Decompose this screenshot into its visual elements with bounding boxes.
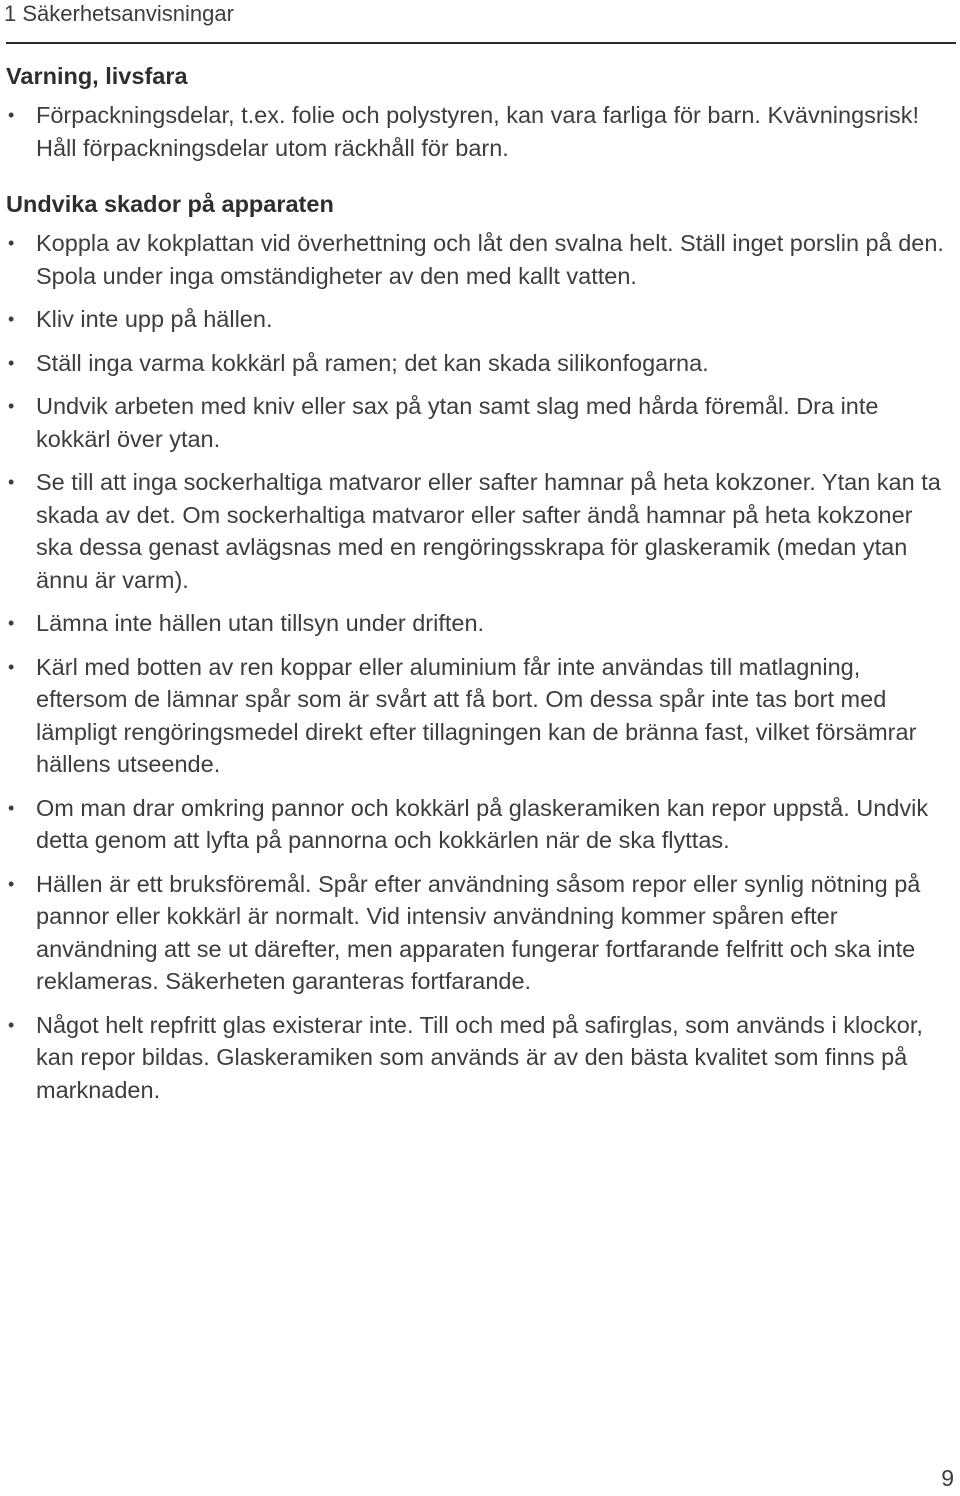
bullet-icon: •: [8, 797, 15, 818]
page-number: 9: [941, 1465, 954, 1491]
list-item: [6, 792, 954, 857]
section-heading-damage: Undvika skador på apparaten: [6, 191, 334, 217]
bullet-icon: •: [8, 309, 15, 329]
list-item-text: Kärl med botten av ren koppar eller aluminium får inte användas till matlagning, eftersom de lämnar spår som är svårt att få bort. Om dessa spår inte tas bort med lämpligt rengöringsmedel direkt efter tillagningen kan de bränna fast, vilket försämrar hällens utseende.: [36, 653, 917, 777]
list-item-text: Hällen är ett bruksföremål. Spår efter användning såsom repor eller synlig nötning på pannor eller kokkärl är normalt. Vid intensiv användning kommer spåren efter användning att se ut därefter, men apparaten fungerar fortfarande felfritt och ska inte reklameras. Säkerheten garanteras fortfarande.: [36, 870, 921, 994]
list-item-text: Lämna inte hällen utan tillsyn under driften.: [36, 610, 485, 636]
bullet-icon: •: [8, 352, 15, 373]
bullet-icon: •: [8, 105, 15, 125]
list-item: [6, 227, 954, 292]
list-item: [6, 99, 954, 164]
list-item-text: Se till att inga sockerhaltiga matvaror eller safter hamnar på heta kokzoner. Ytan kan ta skada av det. Om sockerhaltiga matvaror eller safter ändå hamnar på heta kokzoner ska dessa genast avlägsnas med en rengöringsskrapa för glaskeramik (medan ytan ännu är varm).: [36, 469, 941, 593]
list-item: [6, 1009, 954, 1107]
page-content: [6, 60, 954, 1106]
section-heading-warning: Varning, livsfara: [6, 63, 188, 89]
bullet-icon: •: [8, 233, 15, 253]
bullet-icon: •: [8, 472, 15, 492]
list-item-text: Kliv inte upp på hällen.: [36, 306, 273, 332]
damage-list: [6, 227, 954, 1106]
list-item: [6, 607, 954, 640]
list-item: [6, 347, 954, 380]
running-header: 1 Säkerhetsanvisningar: [4, 1, 234, 26]
list-item-text: Undvik arbeten med kniv eller sax på ytan samt slag med hårda föremål. Dra inte kokkärl över ytan.: [36, 393, 879, 452]
bullet-icon: •: [8, 396, 15, 416]
list-item-text: Något helt repfritt glas existerar inte. Till och med på safirglas, som används i klockor, kan repor bildas. Glaskeramiken som används är av den bästa kvalitet som finns på marknaden.: [36, 1011, 923, 1103]
list-item: [6, 868, 954, 998]
bullet-icon: •: [8, 1014, 15, 1035]
header-rule: [6, 42, 956, 44]
list-item: [6, 651, 954, 781]
list-item: [6, 466, 954, 596]
bullet-icon: •: [8, 873, 15, 894]
list-item-text: Förpackningsdelar, t.ex. folie och polystyren, kan vara farliga för barn. Kvävningsrisk! Håll förpackningsdelar utom räckhåll för barn.: [36, 102, 919, 161]
list-item-text: Om man drar omkring pannor och kokkärl på glaskeramiken kan repor uppstå. Undvik detta genom att lyfta på pannorna och kokkärlen när de ska flyttas.: [36, 794, 929, 853]
list-item: [6, 390, 954, 455]
list-item-text: Koppla av kokplattan vid överhettning och låt den svalna helt. Ställ inget porslin på den. Spola under inga omständigheter av den med kallt vatten.: [36, 230, 944, 289]
bullet-icon: •: [8, 613, 15, 633]
list-item: [6, 303, 954, 336]
warning-list: [6, 99, 954, 164]
list-item-text: Ställ inga varma kokkärl på ramen; det kan skada silikonfogarna.: [36, 349, 709, 376]
bullet-icon: •: [8, 656, 15, 677]
